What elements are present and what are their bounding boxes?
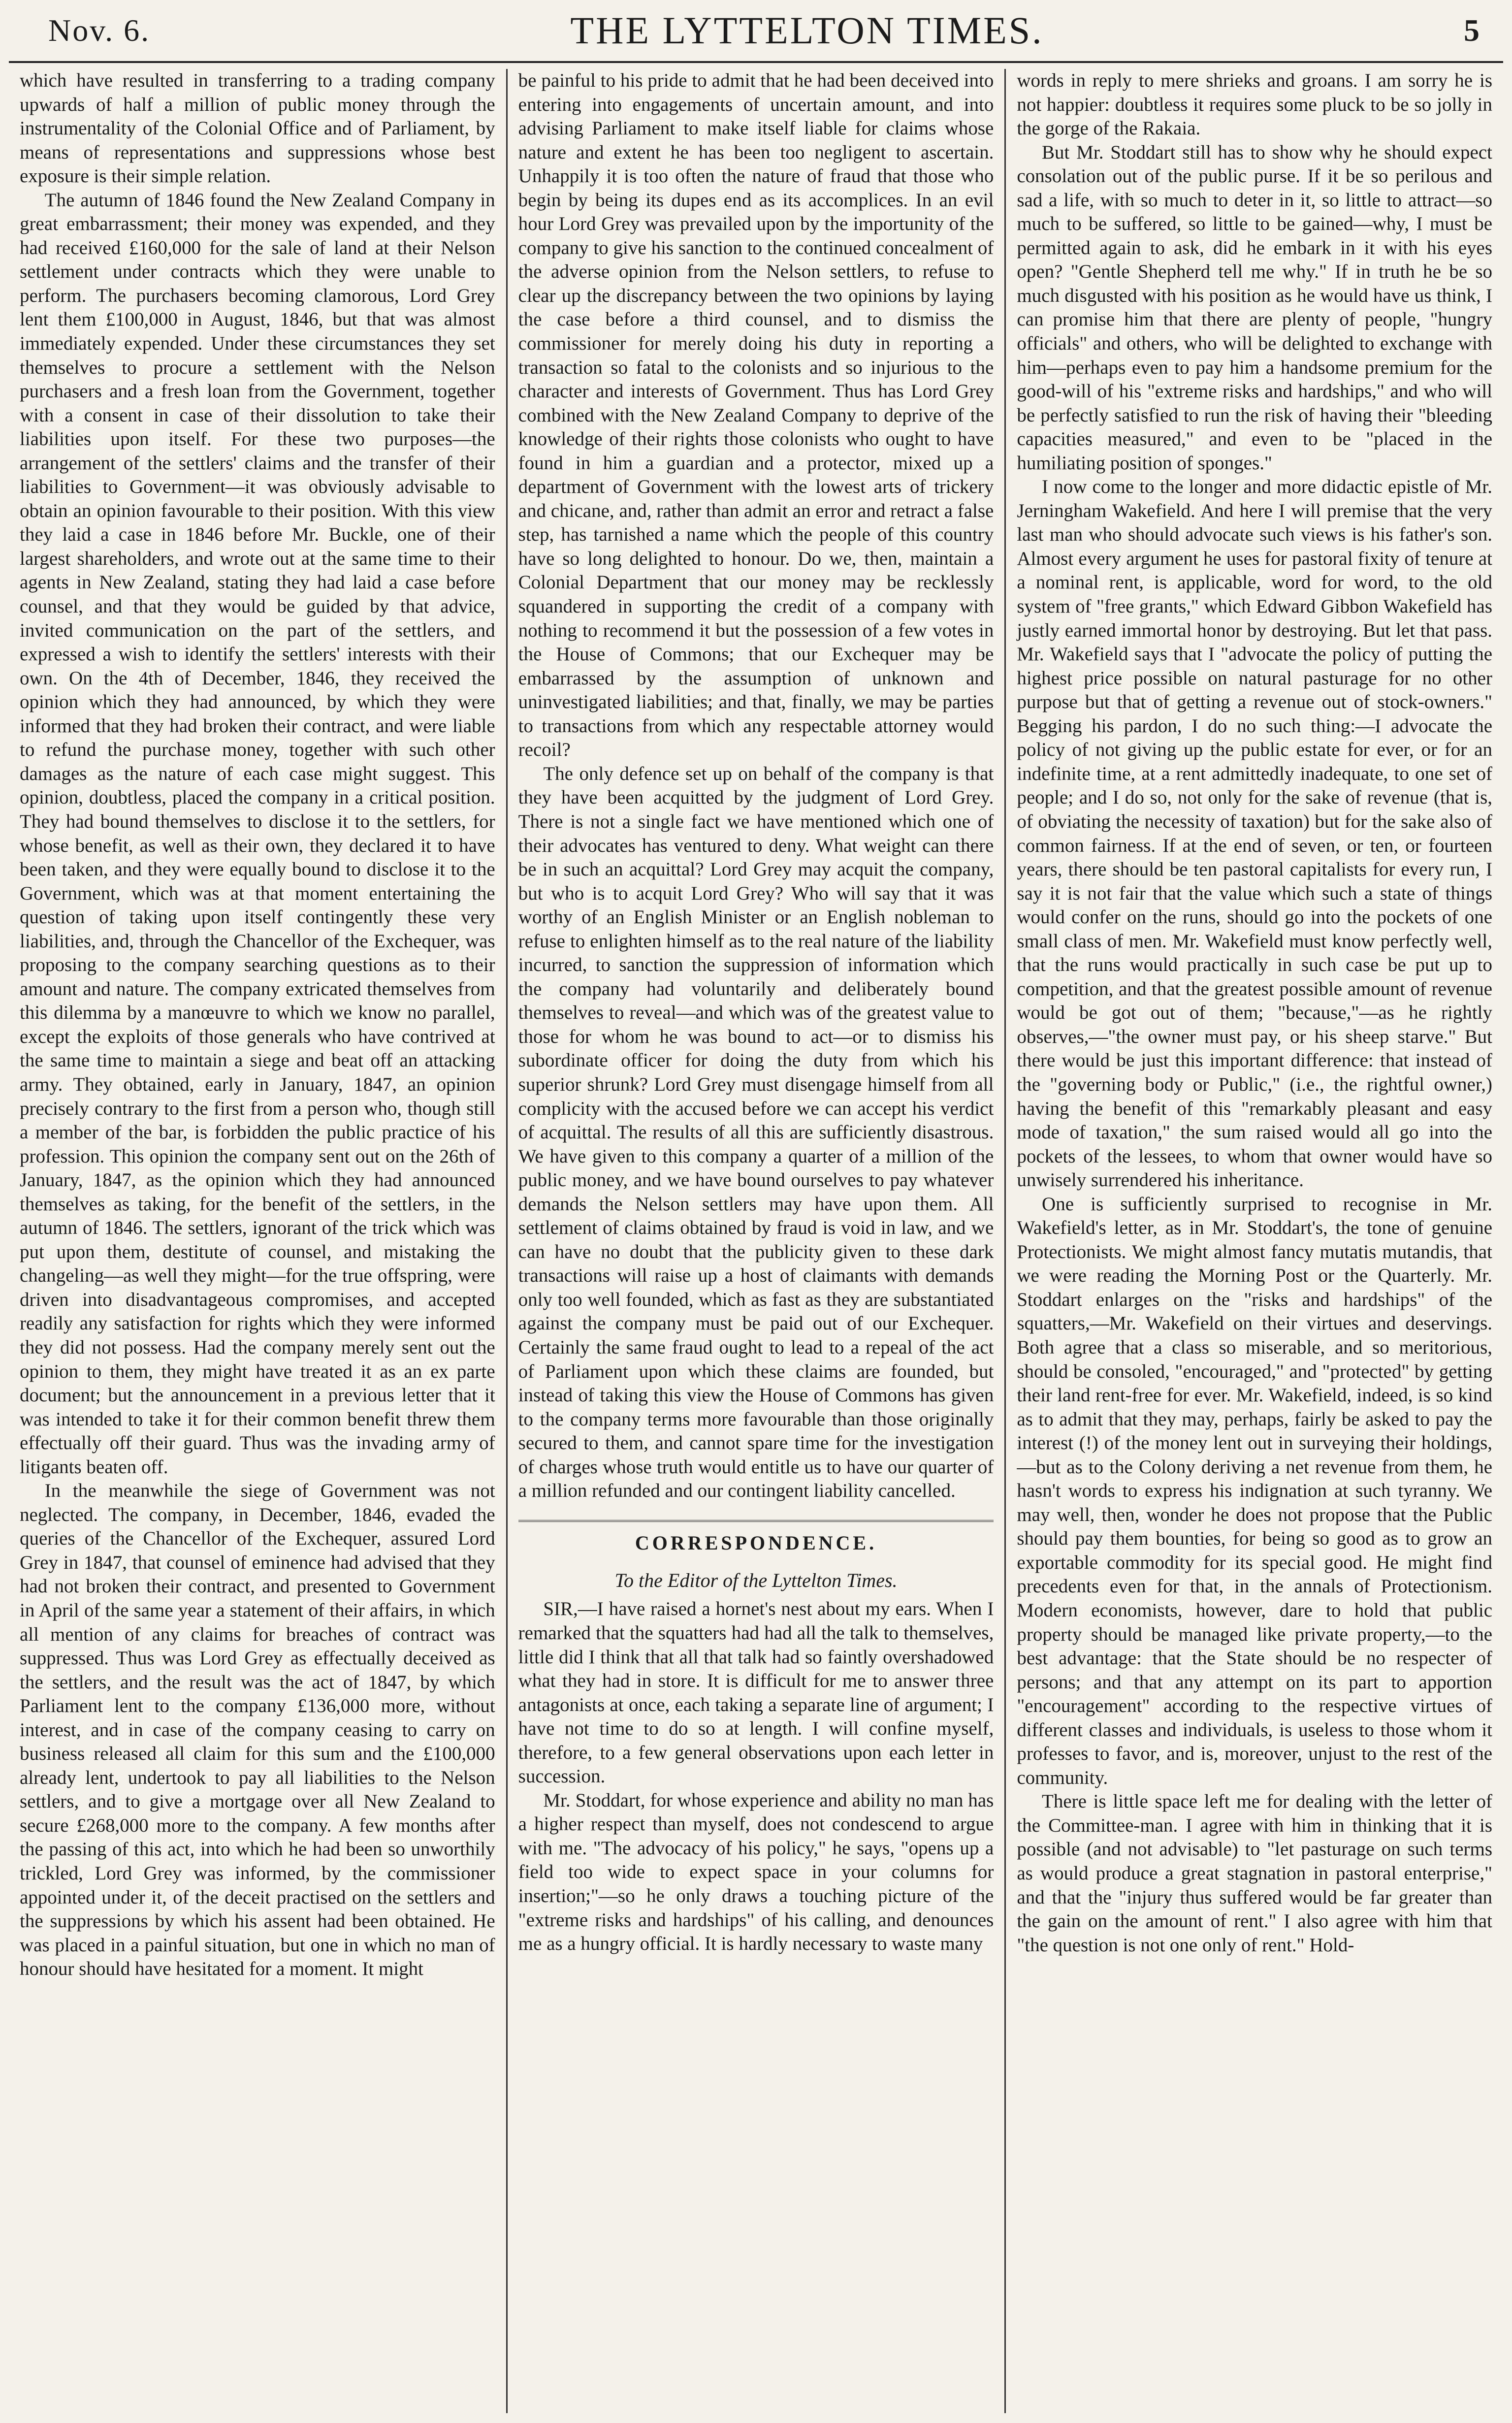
issue-date: Nov. 6. [48,13,151,48]
paragraph: be painful to his pride to admit that he had been deceived into entering into engagements of uncertain amount, and into advising Parliament to make itself liable for claims whose nature and extent he has been too negligent to ascertain. Unhappily it is too often the nature of fraud that those who begin by being its dupes end as its accomplices. In an evil hour Lord Grey was prevailed upon by the importunity of the company to give his sanction to the continued concealment of the adverse opinion from the Nelson settlers, to refuse to clear up the discrepancy between the two opinions by laying the case before a third counsel, and to dismiss the commissioner for merely doing his duty in reporting a transaction so fatal to the colonists and so injurious to the character and interests of Government. Thus has Lord Grey combined with the New Zealand Company to deprive of the knowledge of their rights those colonists who ought to have found in him a guardian and a protector, mixed up a department of Government with the lowest arts of trickery and chicane, and, rather than admit an error and retract a false step, has tarnished a name which the people of this country have so long delighted to honour. Do we, then, maintain a Colonial Department that our money may be recklessly squandered in supporting the credit of a company with nothing to recommend it but the possession of a few votes in the House of Commons; that our Exchequer may be embarrassed by the assumption of unknown and uninvestigated liabilities; and that, finally, we may be parties to transactions from which any respectable attorney would recoil? [518,70,994,761]
newspaper-title: THE LYTTELTON TIMES. [570,9,1044,52]
paragraph: But Mr. Stoddart still has to show why he should expect consolation out of the public purse. If it be so perilous and sad a life, with so much to deter in it, so little to attract—so much to be suffered, so little to be gained—why, I must be permitted again to ask, did he embark in it with his eyes open? "Gentle Shepherd tell me why." If in truth he be so much disgusted with his position as he would have us think, I can promise him that there are plenty of people, "hungry officials" and others, who will be delighted to exchange with him—perhaps even to pay him a handsome premium for the good-will of his "extreme risks and hardships," and who will be perfectly satisfied to run the risk of having their "bleeding capacities measured," and even to be "placed in the humiliating position of sponges." [1017,141,1493,474]
column-2 [506,69,1005,2413]
paragraph: The only defence set up on behalf of the company is that they have been acquitted by the judgment of Lord Grey. There is not a single fact we have mentioned which one of their advocates has ventured to deny. What weight can there be in such an acquittal? Lord Grey may acquit the company, but who is to acquit Lord Grey? Who will say that it was worthy of an English Minister or an English nobleman to refuse to enlighten himself as to the real nature of the liability incurred, to sanction the suppression of information which the company had voluntarily and deliberately bound themselves to reveal—and which was of the greatest value to those for whom he was bound to act—or to dismiss his subordinate officer for doing the duty from which his superior shrunk? Lord Grey must disengage himself from all complicity with the accused before we can accept his verdict of acquittal. The results of all this are sufficiently disastrous. We have given to this company a quarter of a million of the public money, and we have bound ourselves to pay whatever demands the Nelson settlers may have upon them. All settlement of claims obtained by fraud is void in law, and we can have no doubt that the publicity given to these dark transactions will raise up a host of claimants with demands only too well founded, which as fast as they are substantiated against the company must be paid out of our Exchequer. Certainly the same fraud ought to lead to a repeal of the act of Parliament upon which these claims are founded, but instead of taking this view the House of Commons has given to the company terms more favourable than those originally secured to them, and cannot spare time for the investigation of charges whose truth would entitle us to have our quarter of a million refunded and our contingent liability cancelled. [518,763,994,1502]
paragraph: The autumn of 1846 found the New Zealand Company in great embarrassment; their money was expended, and they had received £160,000 for the sale of land at their Nelson settlement under contracts which they were unable to perform. The purchasers becoming clamorous, Lord Grey lent them £100,000 in August, 1846, but that was almost immediately expended. Under these circumstances they set themselves to procure a settlement with the Nelson purchasers and a fresh loan from the Government, together with a consent in case of their dissolution to take their liabilities upon itself. For these two purposes—the arrangement of the settlers' claims and the transfer of their liabilities to Government—it was obviously advisable to obtain an opinion favourable to their position. With this view they laid a case in 1846 before Mr. Buckle, one of their largest shareholders, and wrote out at the same time to their agents in New Zealand, stating they had laid a case before counsel, and that they would be guided by that advice, invited communication on the part of the settlers, and expressed a wish to identify the settlers' interests with their own. On the 4th of December, 1846, they received the opinion which they had announced, by which they were informed that they had broken their contract, and were liable to refund the purchase money, together with such other damages as the nature of each case might suggest. This opinion, doubtless, placed the company in a critical position. They had bound themselves to disclose it to the settlers, for whose benefit, as well as their own, they declared it to have been taken, and they were equally bound to disclose it to the Government, which was at that moment entertaining the question of taking upon itself contingently these very liabilities, and, through the Chancellor of the Exchequer, was proposing to the company searching questions as to their amount and nature. The company extricated themselves from this dilemma by a manœuvre to which we know no parallel, except the exploits of those generals who have contrived at the same time to maintain a siege and beat off an attacking army. They obtained, early in January, 1847, an opinion precisely contrary to the first from a person who, though still a member of the bar, is forbidden the public practice of his profession. This opinion the company sent out on the 26th of January, 1847, as the opinion which they had announced themselves as taking, for the benefit of the settlers, in the autumn of 1846. The settlers, ignorant of the trick which was put upon them, destitute of counsel, and mistaking the changeling—as well they might—for the true offspring, were driven into disadvantageous compromises, and accepted readily any satisfaction for rights which they were informed they did not possess. Had the company merely sent out the opinion to them, they might have treated it as an ex parte document; but the announcement in a previous letter that it was intended to take it for their common benefit threw them effectually off their guard. Thus was the invading army of litigants beaten off. [20,189,495,1478]
paragraph: I now come to the longer and more didactic epistle of Mr. Jerningham Wakefield. And here I will premise that the very last man who should advocate such views is his father's son. Almost every argument he uses for pastoral fixity of tenure at a nominal rent, is applicable, word for word, to the old system of "free grants," which Edward Gibbon Wakefield has justly earned immortal honor by destroying. But let that pass. Mr. Wakefield says that I "advocate the policy of putting the highest price possible on natural pasturage for no other purpose but that of getting a revenue out of stock-owners." Begging his pardon, I do no such thing:—I advocate the policy of not giving up the public estate for ever, or for an indefinite time, at a rent admittedly inadequate, to one set of people; and I do so, not only for the sake of revenue (that is, of obviating the necessity of taxation) but for the sake also of common fairness. If at the end of seven, or ten, or fourteen years, there should be ten pastoral capitalists for every run, I say it is not fair that the value which such a state of things would confer on the runs, should go into the pockets of one small class of men. Mr. Wakefield must know perfectly well, that the runs would practically in such case be put up to competition, and that the greatest possible amount of revenue would be got out of them; "because,"—as he rightly observes,—"the owner must pay, or his sheep starve." But there would be just this important difference: that instead of the "governing body or Public," (i.e., the rightful owner,) having the benefit of this "remarkably pleasant and easy mode of taxation," the sum raised would all go into the pockets of the lessees, to whom that owner would have so unwisely surrendered his inheritance. [1017,476,1493,1191]
paragraph: SIR,—I have raised a hornet's nest about my ears. When I remarked that the squatters had had all the talk to themselves, little did I think that all that talk had so faintly overshadowed what they had in store. It is difficult for me to answer three antagonists at once, each taking a separate line of argument; I have not time to do so at length. I will confine myself, therefore, to a few general observations upon each letter in succession. [518,1598,994,1787]
paragraph: Mr. Stoddart, for whose experience and ability no man has a higher respect than myself, does not condescend to argue with me. "The advocacy of his policy," he says, "opens up a field too wide to expect space in your columns for insertion;"—so he only draws a touching picture of the "extreme risks and hardships" of his calling, and denounces me as a hungry official. It is hardly necessary to waste many [518,1789,994,1955]
column-1 [9,69,506,2413]
page-number: 5 [1463,13,1480,48]
paragraph: One is sufficiently surprised to recognise in Mr. Wakefield's letter, as in Mr. Stoddart's, the tone of genuine Protectionists. We might almost fancy mutatis mutandis, that we were reading the Morning Post or the Quarterly. Mr. Stoddart enlarges on the "risks and hardships" of the squatters,—Mr. Wakefield on their virtues and deservings. Both agree that a class so miserable, and so meritorious, should be consoled, "encouraged," and "protected" by getting their land rent-free for ever. Mr. Wakefield, indeed, is so kind as to admit that they may, perhaps, fairly be asked to pay the interest (!) of the money lent out in surveying their holdings,—but as to the Colony deriving a net revenue from them, he hasn't words to express his indignation at such tyranny. We may well, then, wonder he does not propose that the Public should pay them bounties, for being so good as to grow an exportable commodity for its special good. He might find precedents even for that, in the annals of Protectionism. Modern economists, however, dare to hold that public property should be managed like private property,—to the best advantage: that the State should be no respecter of persons; and that any attempt on its part to apportion "encouragement" according to the respective virtues of different classes and individuals, is useless to those whom it professes to favor, and is, moreover, unjust to the rest of the community. [1017,1193,1493,1788]
article-columns [9,69,1503,2413]
paragraph: words in reply to mere shrieks and groans. I am sorry he is not happier: doubtless it requires some pluck to be so jolly in the gorge of the Rakaia. [1017,70,1493,139]
letter-salutation-heading: To the Editor of the Lyttelton Times. [614,1569,898,1591]
paragraph: In the meanwhile the siege of Government was not neglected. The company, in December, 1846, evaded the queries of the Chancellor of the Exchequer, assured Lord Grey in 1847, that counsel of eminence had advised that they had not broken their contract, and presented to Government in April of the same year a statement of their affairs, in which all mention of any claims for breaches of contract was suppressed. Thus was Lord Grey as effectually deceived as the settlers, and the result was the act of 1847, by which Parliament lent to the company £136,000 more, without interest, and in case of the company ceasing to carry on business released all claim for this sum and the £100,000 already lent, undertook to pay all liabilities to the Nelson settlers, and to give a mortgage over all New Zealand to secure £268,000 more to the company. A few months after the passing of this act, into which he had been so unworthily trickled, Lord Grey was informed, by the commissioner appointed under it, of the deceit practised on the settlers and the suppressions by which his assent had been obtained. He was placed in a painful situation, but one in which no man of honour should have hesitated for a moment. It might [20,1480,495,1980]
column-3 [1004,69,1503,2413]
paragraph: which have resulted in transferring to a trading company upwards of half a million of public money through the instrumentality of the Colonial Office and of Parliament, by means of representations and suppressions whose best exposure is their simple relation. [20,70,495,187]
paragraph: There is little space left me for dealing with the letter of the Committee-man. I agree with him in thinking that it is possible (and not advisable) to "let pasturage on such terms as would produce a great stagnation in pastoral enterprise," and that the "injury thus suffered would be far greater than the gain on the amount of rent." I also agree with him that "the question is not one only of rent." Hold- [1017,1791,1493,1956]
correspondence-heading: CORRESPONDENCE. [518,1520,994,1555]
masthead [9,0,1503,63]
